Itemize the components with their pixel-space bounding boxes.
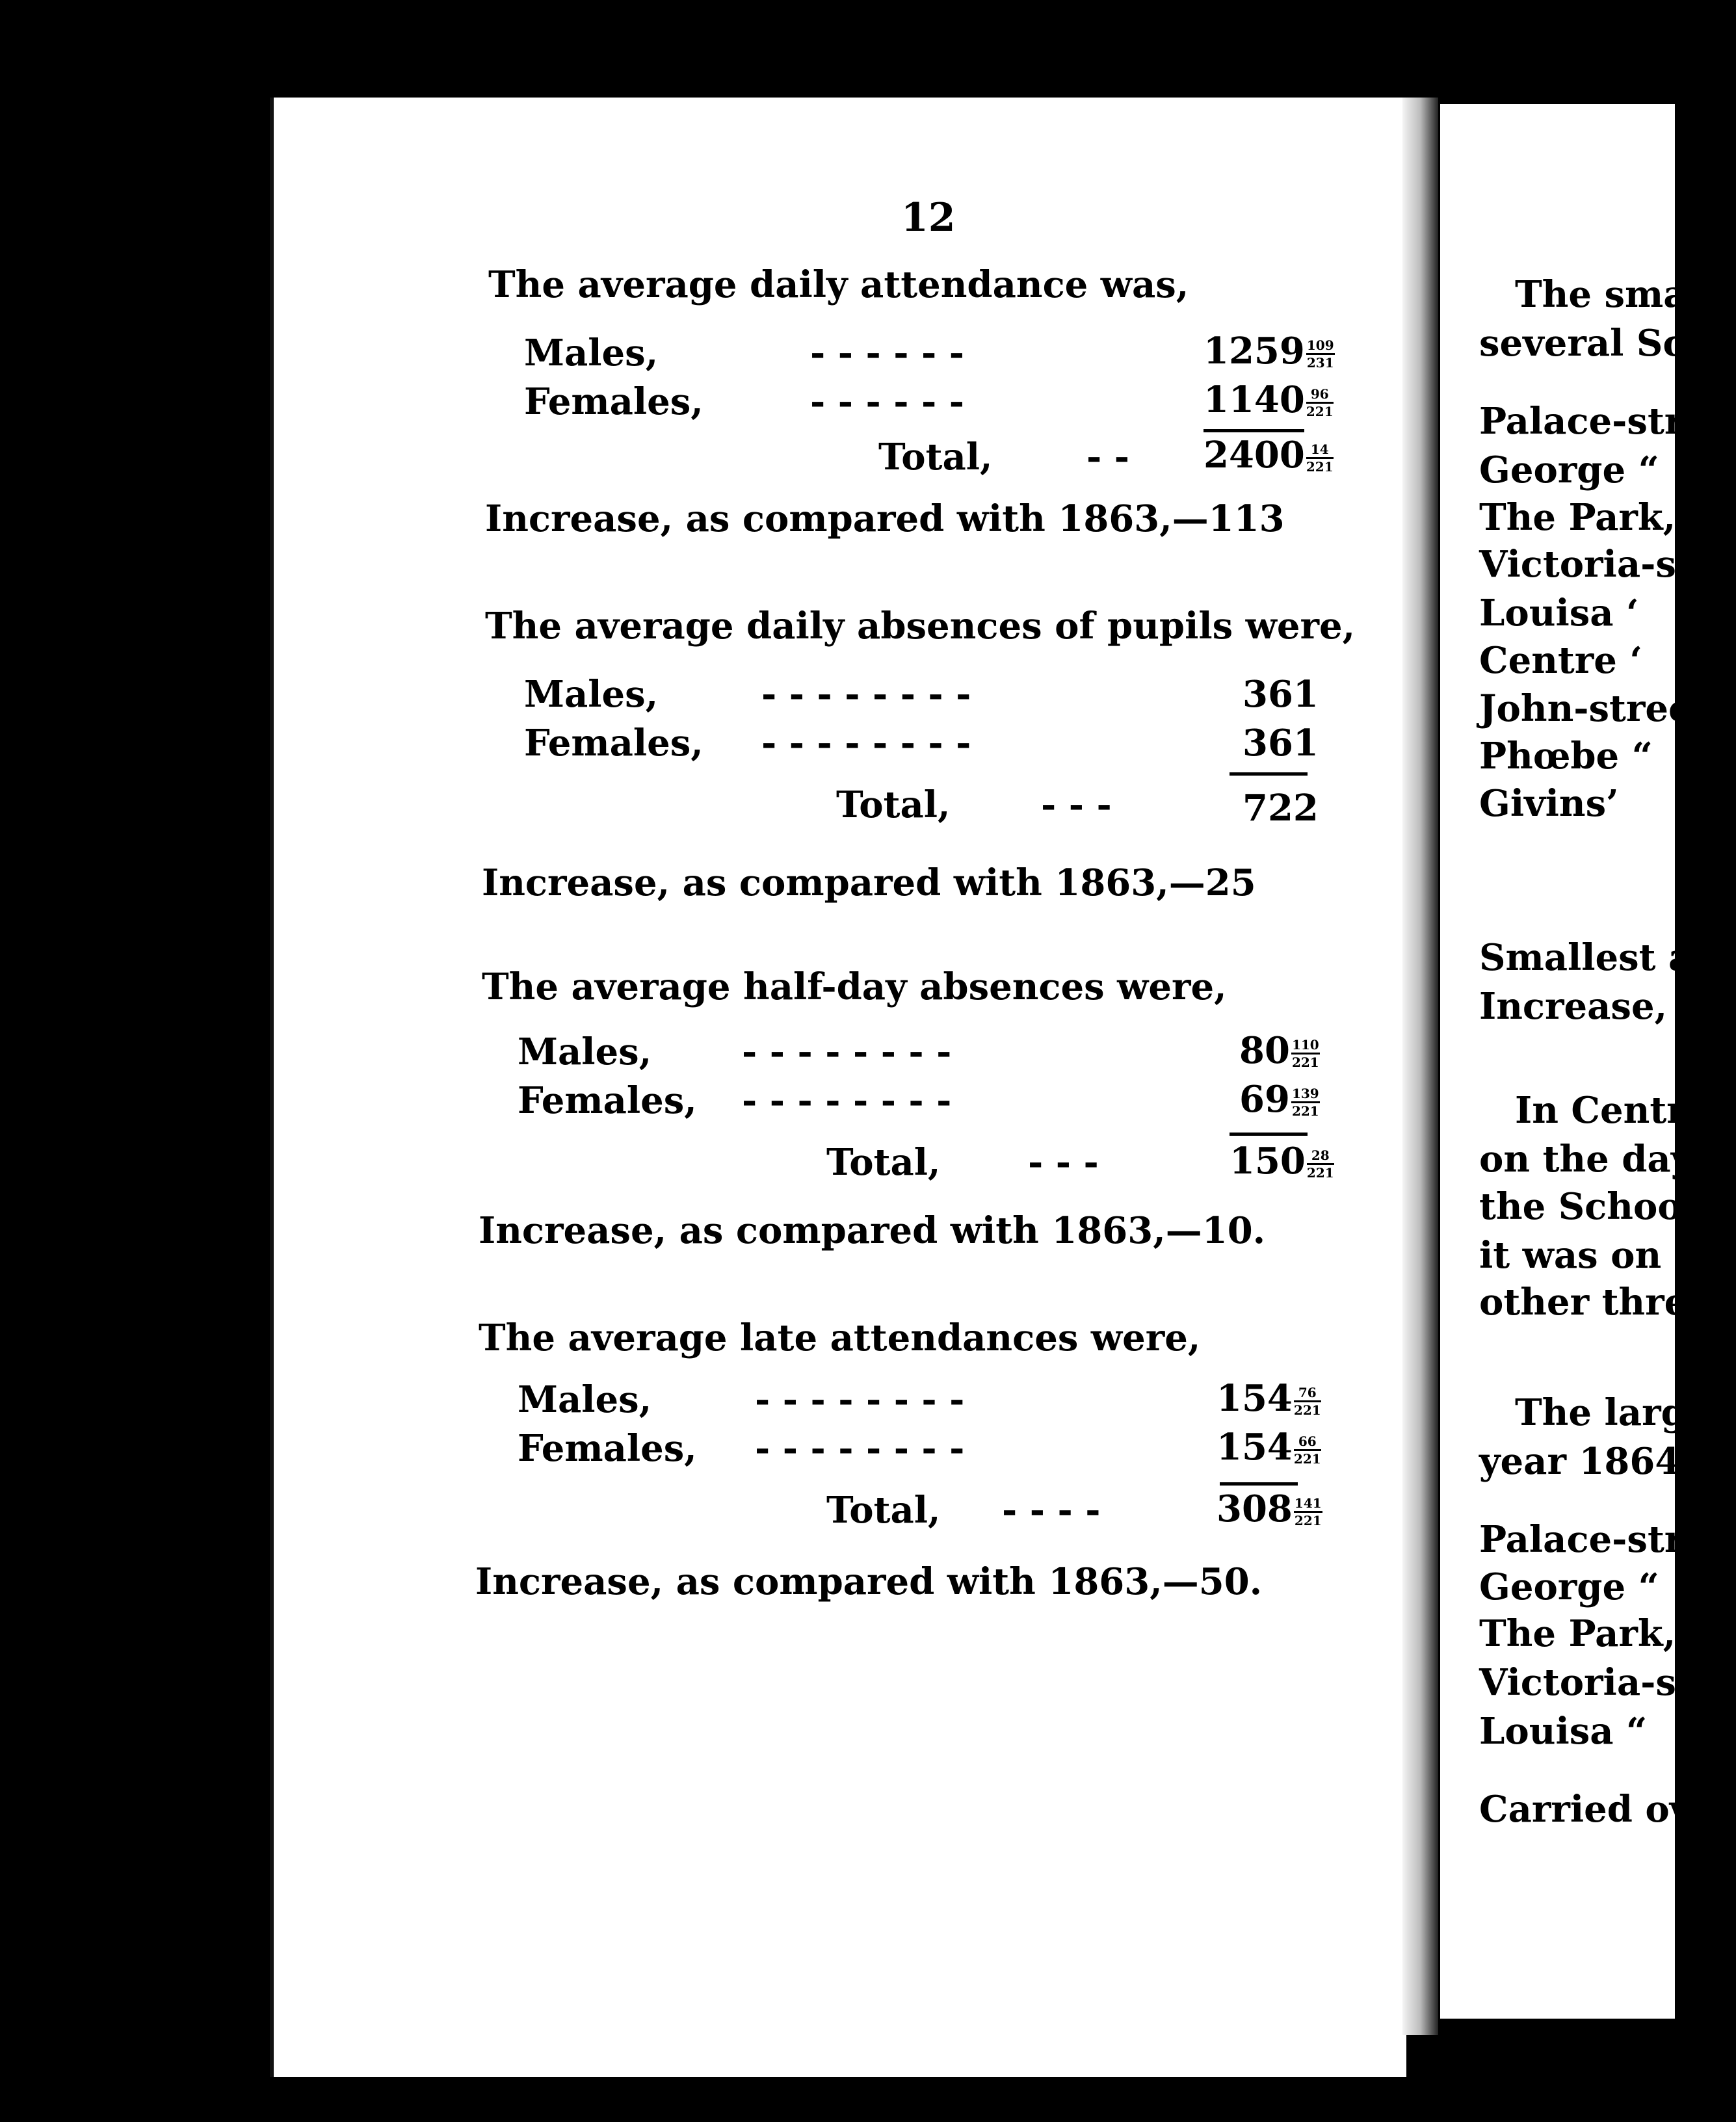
sum-rule (1220, 1482, 1298, 1486)
leader-dashes: - - - - - - (810, 380, 964, 423)
left-page (270, 98, 1406, 2077)
value-females-half-day: 69 $\frac{139}{221}$ (1239, 1078, 1319, 1121)
row-label-females: Females, (524, 380, 704, 423)
right-line: the Schools (1479, 1185, 1716, 1228)
total-label: Total, (878, 436, 993, 478)
right-line: George “ (1479, 1565, 1659, 1608)
leader-dashes: - - - - (1002, 1489, 1101, 1532)
right-line: it was on a (1479, 1234, 1698, 1277)
right-line: Increase, as (1479, 985, 1724, 1028)
value-total-absences: 722 (1243, 787, 1319, 830)
leader-dashes: - - - - - - - - (761, 673, 971, 716)
leader-dashes: - - - - - - (810, 332, 964, 374)
right-line: Centre ‘ (1479, 639, 1642, 682)
value-females-late: 154 $\frac{66}{221}$ (1217, 1426, 1321, 1469)
right-line: on the day c (1479, 1138, 1727, 1181)
right-line: John-street, (1479, 687, 1722, 730)
leader-dashes: - - - - - - - - (761, 722, 971, 765)
right-line: The sma (1515, 273, 1687, 316)
right-line: Carried over (1479, 1788, 1733, 1831)
sum-rule (1203, 429, 1304, 432)
increase-attendance: Increase, as compared with 1863,—113 (485, 497, 1285, 540)
right-line: The Park, (1479, 496, 1676, 539)
value-males-absences: 361 (1243, 673, 1319, 716)
row-label-females: Females, (524, 722, 704, 765)
row-label-males: Males, (524, 673, 659, 716)
right-line: several Scho (1479, 322, 1736, 365)
leader-dashes: - - (1086, 436, 1129, 478)
value-total-half-day: 150 $\frac{28}{221}$ (1230, 1140, 1334, 1183)
value-males-late: 154 $\frac{76}{221}$ (1217, 1377, 1321, 1420)
right-line: Givins’ (1479, 782, 1619, 825)
leader-dashes: - - - - - - - - (755, 1378, 965, 1421)
right-line: Phœbe “ (1479, 735, 1653, 778)
value-males-half-day: 80 $\frac{110}{221}$ (1239, 1029, 1319, 1072)
value-total-attendance: 2400 $\frac{14}{221}$ (1203, 434, 1334, 477)
book-gutter (1402, 98, 1438, 2035)
leader-dashes: - - - - - - - - (755, 1427, 965, 1470)
total-label: Total, (826, 1489, 941, 1532)
right-line: Victoria-stre (1479, 543, 1735, 586)
row-label-males: Males, (524, 332, 659, 374)
right-line: Louisa ‘ (1479, 592, 1639, 635)
row-label-females: Females, (518, 1079, 697, 1122)
total-label: Total, (826, 1141, 941, 1184)
increase-half-day: Increase, as compared with 1863,—10. (479, 1209, 1266, 1252)
leader-dashes: - - - (1041, 783, 1112, 826)
right-line: In Centre (1515, 1089, 1709, 1132)
total-label: Total, (836, 783, 951, 826)
right-line: George “ (1479, 449, 1659, 491)
right-line: year 1864 w (1479, 1440, 1725, 1483)
row-label-males: Males, (518, 1378, 652, 1421)
page-number: 12 (901, 195, 956, 241)
row-label-males: Males, (518, 1030, 652, 1073)
leader-dashes: - - - (1028, 1141, 1099, 1184)
right-line: Palace-stree (1479, 1518, 1730, 1561)
right-line: Palace-stree (1479, 400, 1730, 443)
heading-half-day-absences: The average half-day absences were, (482, 965, 1227, 1008)
row-label-females: Females, (518, 1427, 697, 1470)
heading-daily-attendance: The average daily attendance was, (488, 263, 1189, 306)
right-line: The large (1515, 1391, 1710, 1434)
right-line: Louisa “ (1479, 1710, 1648, 1753)
leader-dashes: - - - - - - - - (742, 1030, 952, 1073)
heading-late-attendances: The average late attendances were, (479, 1316, 1201, 1359)
sum-rule (1230, 772, 1308, 776)
right-line: Victoria-stre (1479, 1661, 1735, 1704)
value-males-attendance: 1259 $\frac{109}{231}$ (1203, 330, 1334, 373)
value-females-attendance: 1140 $\frac{96}{221}$ (1203, 378, 1334, 421)
heading-daily-absences: The average daily absences of pupils were, (485, 605, 1356, 648)
increase-late: Increase, as compared with 1863,—50. (475, 1560, 1263, 1603)
right-page (1440, 104, 1736, 2019)
value-females-absences: 361 (1243, 722, 1319, 765)
increase-absences: Increase, as compared with 1863,—25 (482, 861, 1256, 904)
leader-dashes: - - - - - - - - (742, 1079, 952, 1122)
right-line: Smallest att (1479, 936, 1726, 979)
right-line: The Park, (1479, 1612, 1676, 1655)
sum-rule (1230, 1133, 1308, 1136)
value-total-late: 308 $\frac{141}{221}$ (1217, 1487, 1322, 1530)
right-line: other three, (1479, 1281, 1724, 1324)
